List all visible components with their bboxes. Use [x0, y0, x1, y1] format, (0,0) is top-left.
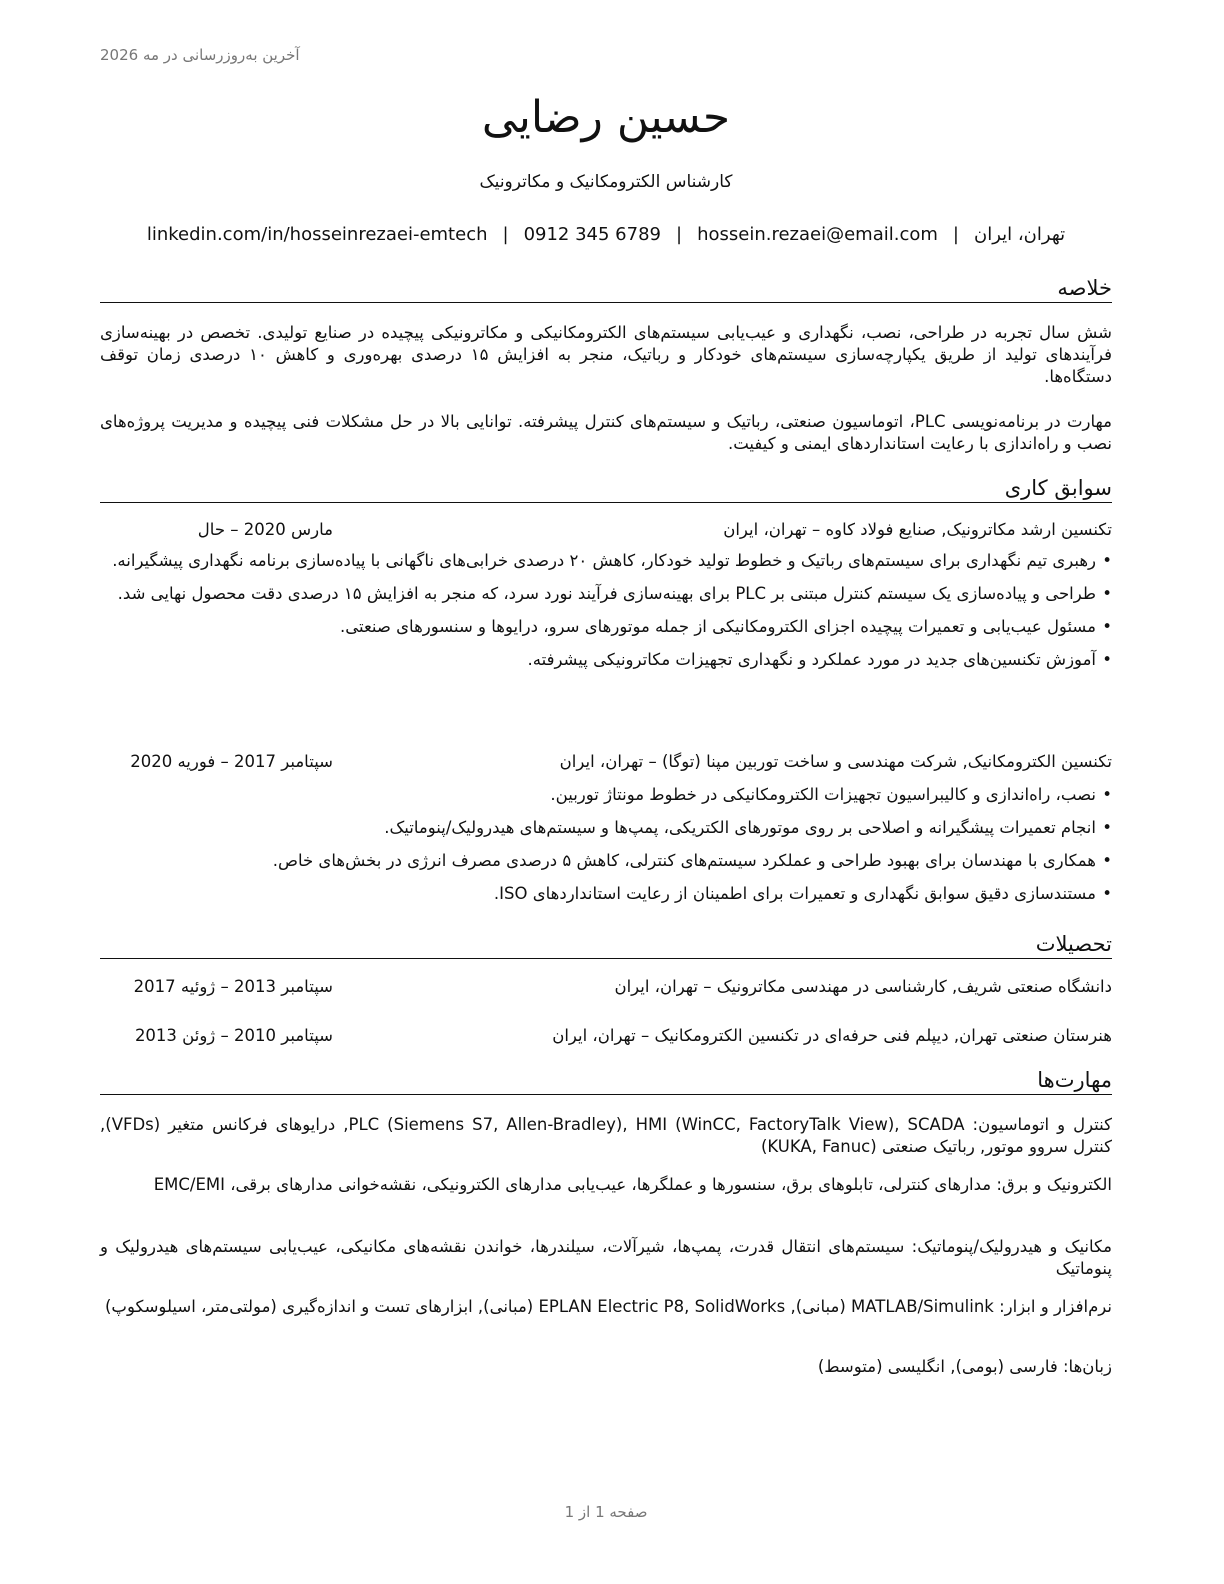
- job-bullet: • طراحی و پیاده‌سازی یک سیستم کنترل مبتنی بر PLC برای بهینه‌سازی فرآیند نورد سرد، که منجر به افزایش ۱۵ درصدی دقت محصول نهایی شد.: [100, 583, 1112, 605]
- education-date: سپتامبر 2013 – ژوئیه 2017: [133, 977, 333, 996]
- candidate-name: حسین رضایی: [481, 92, 731, 143]
- job-bullet: • نصب، راه‌اندازی و کالیبراسیون تجهیزات الکترومکانیکی در خطوط مونتاژ توربین.: [100, 784, 1112, 806]
- education-entry: [100, 977, 1112, 1001]
- job-date: سپتامبر 2017 – فوریه 2020: [130, 752, 333, 771]
- contact-separator: |: [502, 224, 509, 245]
- candidate-title: کارشناس الکترومکانیک و مکاترونیک: [479, 172, 733, 192]
- contact-separator: |: [952, 224, 959, 245]
- job-header: [100, 520, 1112, 544]
- education-title: دانشگاه صنعتی شریف, کارشناسی در مهندسی مکاترونیک – تهران، ایران: [614, 977, 1112, 996]
- skills-line: مکانیک و هیدرولیک/پنوماتیک: سیستم‌های انتقال قدرت، پمپ‌ها، شیرآلات، سیلندرها، خواندن نقشه‌های مکانیکی، عیب‌یابی سیستم‌های هیدرولیک و پنوماتیک: [100, 1237, 1112, 1278]
- job-title: تکنسین ارشد مکاترونیک, صنایع فولاد کاوه – تهران، ایران: [723, 520, 1112, 539]
- education-title: هنرستان صنعتی تهران, دیپلم فنی حرفه‌ای در تکنسین الکترومکانیک – تهران، ایران: [552, 1026, 1112, 1045]
- job-title: تکنسین الکترومکانیک, شرکت مهندسی و ساخت توربین مپنا (توگا) – تهران، ایران: [559, 752, 1112, 771]
- page-number: صفحه 1 از 1: [564, 1503, 648, 1521]
- section-title-summary: خلاصه: [100, 276, 1112, 303]
- section-title-skills: مهارت‌ها: [100, 1068, 1112, 1095]
- job-bullet: • رهبری تیم نگهداری برای سیستم‌های رباتیک و خطوط تولید خودکار، کاهش ۲۰ درصدی خرابی‌های ناگهانی با پیاده‌سازی برنامه نگهداری پیشگیرانه.: [100, 550, 1112, 572]
- job-bullet: • مسئول عیب‌یابی و تعمیرات پیچیده اجزای الکترومکانیکی از جمله موتورهای سرو، درایوها و سنسورهای صنعتی.: [100, 616, 1112, 638]
- job-header: [100, 752, 1112, 776]
- job-bullet: • انجام تعمیرات پیشگیرانه و اصلاحی بر روی موتورهای الکتریکی، پمپ‌ها و سیستم‌های هیدرولیک/پنوماتیک.: [100, 817, 1112, 839]
- summary-paragraph: مهارت در برنامه‌نویسی PLC، اتوماسیون صنعتی، رباتیک و سیستم‌های کنترل پیشرفته. توانایی بالا در حل مشکلات فنی پیچیده و مدیریت پروژه‌های نصب و راه‌اندازی با رعایت استانداردهای ایمنی و کیفیت.: [100, 412, 1112, 453]
- contact-linkedin[interactable]: linkedin.com/in/hosseinrezaei-emtech: [146, 224, 488, 245]
- skills-line: الکترونیک و برق: مدارهای کنترلی، تابلوهای برق، سنسورها و عملگرها، عیب‌یابی مدارهای الکترونیکی، نقشه‌خوانی مدارهای برقی، EMC/EMI: [153, 1175, 1112, 1194]
- skills-line: زبان‌ها: فارسی (بومی), انگلیسی (متوسط): [817, 1357, 1112, 1376]
- education-entry: [100, 1026, 1112, 1050]
- last-updated-note: آخرین به‌روزرسانی در مه 2026: [100, 46, 300, 64]
- job-bullets: [100, 784, 1112, 916]
- resume-page: [100, 0, 1112, 1584]
- skills-line: نرم‌افزار و ابزار: MATLAB/Simulink (مبانی), EPLAN Electric P8, SolidWorks (مبانی), ابزارهای تست و اندازه‌گیری (مولتی‌متر، اسیلوسکوپ): [104, 1297, 1112, 1316]
- contact-email[interactable]: hossein.rezaei@email.com: [697, 224, 938, 245]
- section-title-experience: سوابق کاری: [100, 476, 1112, 503]
- contact-phone[interactable]: 0912 345 6789: [523, 224, 661, 245]
- job-date: مارس 2020 – حال: [197, 520, 333, 539]
- contact-line: [100, 224, 1112, 245]
- section-title-education: تحصیلات: [100, 932, 1112, 959]
- job-bullet: • آموزش تکنسین‌های جدید در مورد عملکرد و نگهداری تجهیزات مکاترونیکی پیشرفته.: [100, 649, 1112, 671]
- contact-separator: |: [676, 224, 683, 245]
- job-bullets: [100, 550, 1112, 682]
- education-date: سپتامبر 2010 – ژوئن 2013: [134, 1026, 333, 1045]
- job-bullet: • مستندسازی دقیق سوابق نگهداری و تعمیرات برای اطمینان از رعایت استانداردهای ISO.: [100, 883, 1112, 905]
- contact-location: تهران، ایران: [973, 224, 1066, 245]
- skills-line: کنترل و اتوماسیون: PLC (Siemens S7, Allen-Bradley), HMI (WinCC, FactoryTalk View), SCADA, درایوهای فرکانس متغیر (VFDs), کنترل سروو موتور, رباتیک صنعتی (KUKA, Fanuc): [100, 1115, 1112, 1156]
- job-bullet: • همکاری با مهندسان برای بهبود طراحی و عملکرد سیستم‌های کنترلی، کاهش ۵ درصدی مصرف انرژی در بخش‌های خاص.: [100, 850, 1112, 872]
- summary-paragraph: شش سال تجربه در طراحی، نصب، نگهداری و عیب‌یابی سیستم‌های الکترومکانیکی و مکاترونیکی پیچیده در صنایع تولیدی. تخصص در بهینه‌سازی فرآیندهای تولید از طریق یکپارچه‌سازی سیستم‌های خودکار و رباتیک، منجر به افزایش ۱۵ درصدی بهره‌وری و کاهش ۱۰ درصدی زمان توقف دستگاه‌ها.: [100, 323, 1113, 386]
